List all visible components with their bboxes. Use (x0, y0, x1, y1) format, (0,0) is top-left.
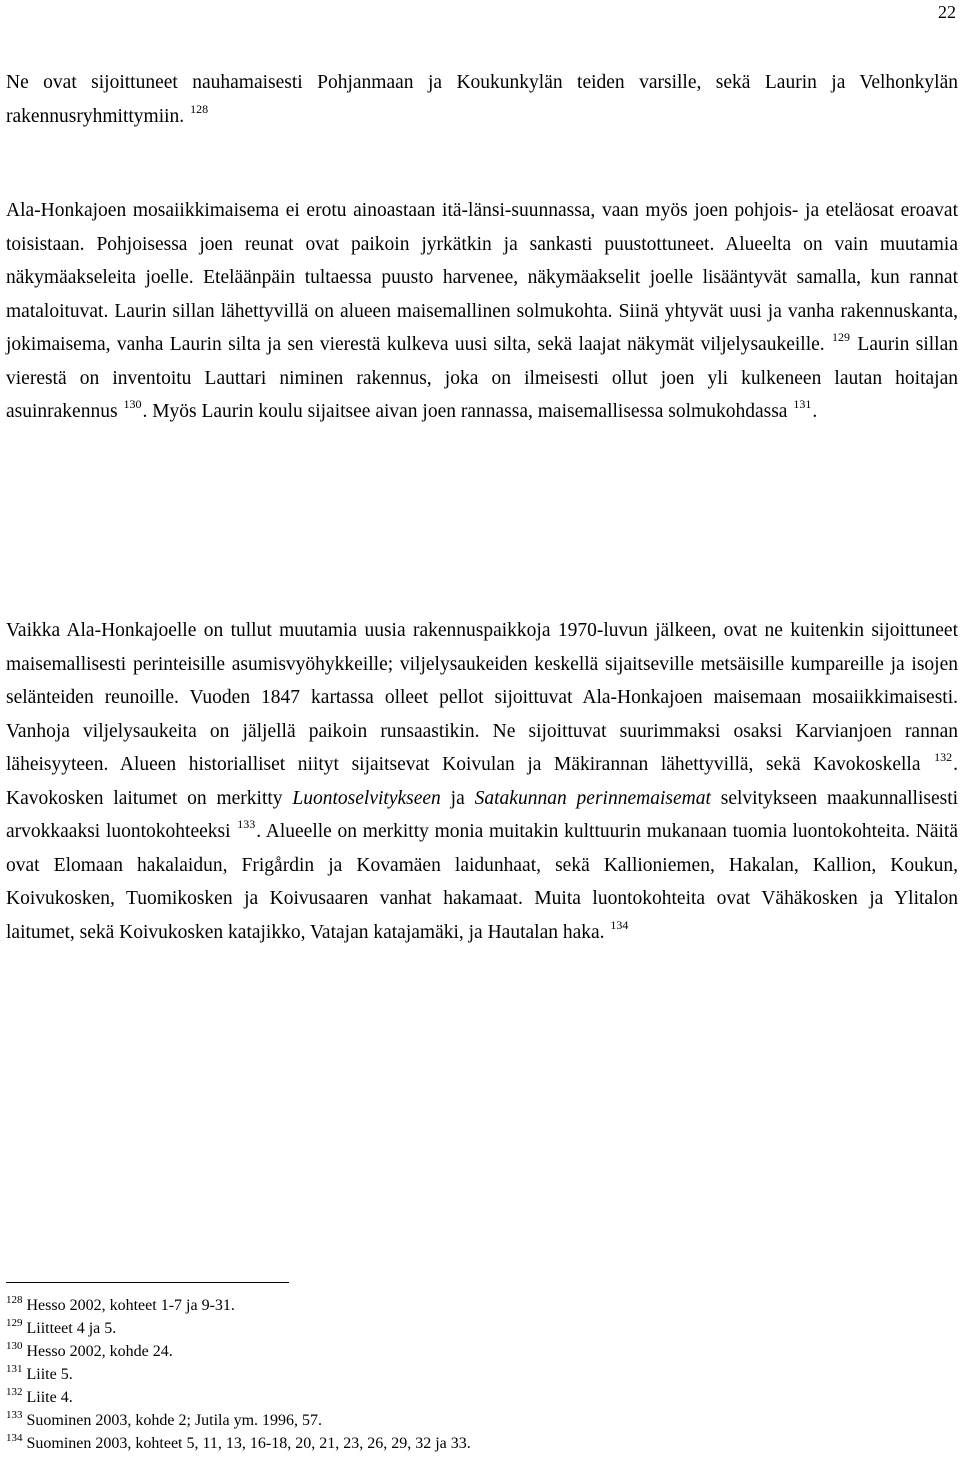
paragraph-text: Laurin sillan vierestä on inventoitu Lauttari niminen rakennus, joka on ilmeisesti ollut joen yli kulkeneen lautan hoitajan asuinrakennus (6, 334, 958, 422)
footnote-item (6, 1340, 471, 1363)
footnote-number: 129 (6, 1317, 23, 1329)
footnote-separator (6, 1282, 289, 1283)
footnote-ref-132[interactable]: 132 (934, 750, 953, 764)
footnote-number: 130 (6, 1340, 23, 1352)
footnote-text: Liitteet 4 ja 5. (26, 1320, 117, 1337)
footnote-text: Liite 4. (26, 1389, 73, 1406)
paragraph-text: . Kavokosken laitumet on merkitty (6, 754, 958, 809)
footnote-text: Suominen 2003, kohteet 5, 11, 13, 16-18, 20, 21, 23, 26, 29, 32 ja 33. (26, 1435, 471, 1452)
footnote-item (6, 1294, 471, 1317)
paragraph-text: Ala-Honkajoen mosaiikkimaisema ei erotu ainoastaan itä-länsi-suunnassa, vaan myös joen pohjois- ja eteläosat eroavat toisistaan. Pohjoisessa joen reunat ovat paikoin jyrkätkin ja sankasti puustottuneet. Alueelta on vain muutamia näkymäakseleita joelle. Eteläänpäin tultaessa puusto harvenee, näkymäakselit joelle lisääntyvät samalla, kun rannat mataloituvat. Laurin sillan lähettyvillä on alueen maisemallinen solmukohta. Siinä yhtyvät uusi ja vanha rakennuskanta, jokimaisema, vanha Laurin silta ja sen vierestä kulkeva uusi silta, sekä laajat näkymät viljelysaukeille. (6, 200, 958, 355)
footnote-ref-130[interactable]: 130 (123, 397, 142, 411)
paragraph-text: Ne ovat sijoittuneet nauhamaisesti Pohjanmaan ja Koukunkylän teiden varsille, sekä Laurin ja Velhonkylän rakennusryhmittymiin. (6, 72, 958, 127)
footnote-number: 128 (6, 1294, 23, 1306)
paragraph-text: . Myös Laurin koulu sijaitsee aivan joen rannassa, maisemallisessa solmukohdassa (142, 401, 788, 422)
footnote-ref-131[interactable]: 131 (793, 397, 812, 411)
footnote-item (6, 1363, 471, 1386)
paragraph-text: Vaikka Ala-Honkajoelle on tullut muutamia uusia rakennuspaikkoja 1970-luvun jälkeen, ovat ne kuitenkin sijoittuneet maisemallisesti perinteisille asumisvyöhykkeille; viljelysaukeiden keskellä sijaitseville metsäisille kumpareille ja isojen selänteiden reunoille. Vuoden 1847 kartassa olleet pellot sijoittuvat Ala-Honkajoen maisemaan mosaiikkimaisesti. Vanhoja viljelysaukeita on jäljellä paikoin runsaastikin. Ne sijoittuvat suurimmaksi osaksi Karvianjoen rannan läheisyyteen. Alueen historialliset niityt sijaitsevat Koivulan ja Mäkirannan lähettyvillä, sekä Kavokoskella (6, 620, 958, 775)
paragraph-text: selvitykseen maakunnallisesti arvokkaaksi luontokohteeksi (6, 787, 959, 842)
footnote-text: Suominen 2003, kohde 2; Jutila ym. 1996, 57. (26, 1412, 323, 1429)
paragraph-1 (6, 66, 958, 133)
footnote-ref-133[interactable]: 133 (237, 817, 256, 831)
footnote-text: Hesso 2002, kohteet 1-7 ja 9-31. (26, 1297, 235, 1314)
footnote-item (6, 1317, 471, 1340)
footnote-number: 132 (6, 1386, 23, 1398)
footnote-number: 134 (6, 1432, 23, 1444)
footnote-item (6, 1432, 471, 1455)
footnote-text: Hesso 2002, kohde 24. (26, 1343, 173, 1360)
paragraph-2 (6, 194, 958, 429)
paragraph-text: ja (450, 787, 465, 809)
footnote-number: 133 (6, 1409, 23, 1421)
page-number: 22 (938, 2, 956, 22)
paragraph-text: . (812, 401, 818, 422)
footnote-ref-128[interactable]: 128 (190, 101, 209, 116)
footnote-ref-129[interactable]: 129 (832, 330, 851, 344)
footnote-ref-134[interactable]: 134 (610, 917, 629, 932)
footnote-text: Liite 5. (26, 1366, 73, 1383)
italic-title: Satakunnan perinnemaisemat (474, 787, 711, 809)
footnote-item (6, 1386, 471, 1409)
footnote-item (6, 1409, 471, 1432)
footnote-number: 131 (6, 1363, 23, 1375)
italic-title: Luontoselvitykseen (292, 787, 441, 809)
paragraph-3 (6, 614, 958, 949)
footnotes-list (6, 1294, 471, 1455)
paragraph-text: . Alueelle on merkitty monia muitakin kulttuurin mukanaan tuomia luontokohteita. Näitä ovat Elomaan hakalaidun, Frigårdin ja Kovamäen laidunhaat, sekä Kallioniemen, Hakalan, Kallion, Koukun, Koivukosken, Tuomikosken ja Koivusaaren vanhat hakamaat. Muita luontokohteita ovat Vähäkosken ja Ylitalon laitumet, sekä Koivukosken katajikko, Vatajan katajamäki, ja Hautalan haka. (6, 821, 958, 943)
